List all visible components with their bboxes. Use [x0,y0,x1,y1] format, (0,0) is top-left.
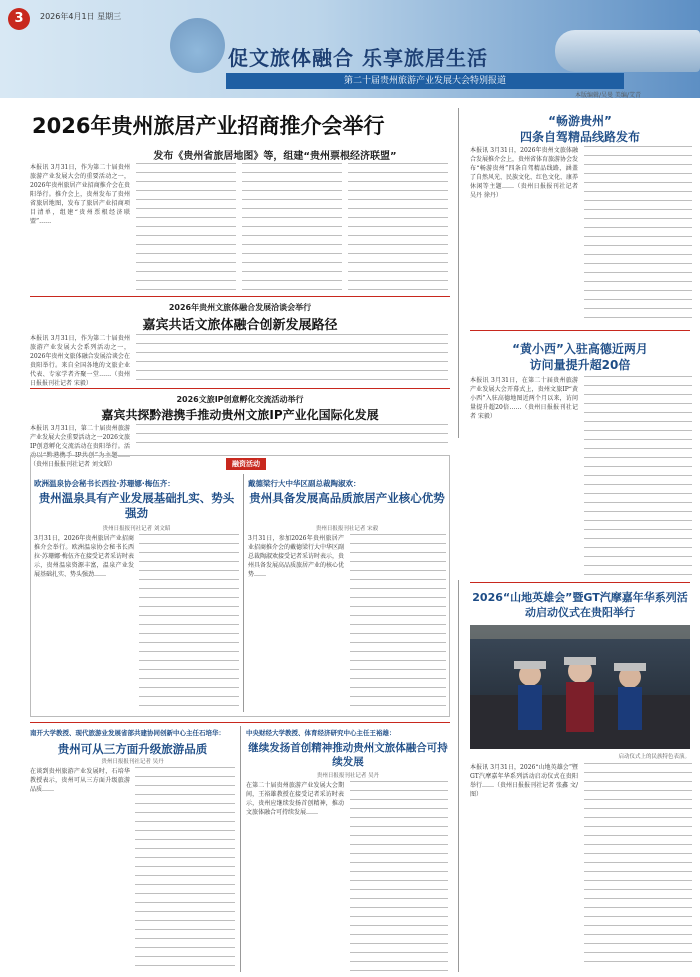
sidebar-mid-kicker: “黄小西”入驻高德近两月 [512,342,648,356]
sidebar-top-headline: 四条自驾精品线路发布 [519,130,640,144]
lead-body-col3 [242,163,342,291]
bottom-left-headline: 贵州可从三方面升级旅游品质 [57,742,208,756]
lead-body-col1: 本报讯 3月31日，作为第二十届贵州旅游产业发展大会的重要活动之一，2026年贵州旅居产业招商推介会在贵阳举行。推介会上，贵州发布了贵州省旅居地图，发布了旅居产业招商项目清单，组建“贵州票根经济联盟”…… [30,164,130,225]
column-divider [243,474,244,712]
sidebar-mid-headline: 访问量提升超20倍 [529,358,631,372]
photo-story-headline: 2026“山地英雄会”暨GT汽摩嘉年华系列活动启动仪式在贵阳举行 [472,591,688,619]
bottom-mid-headline: 继续发扬首创精神推动贵州文旅体融合可持续发展 [248,742,448,768]
sec2-headline: 嘉宾共话文旅体融合创新发展路径 [142,318,338,333]
section-rule [30,722,450,723]
event-photo [470,625,690,749]
lead-body-col2 [136,163,236,291]
bottom-mid-byline: 贵州日报报刊社记者 吴丹 [316,773,380,779]
sidebar-top-body-col2 [584,146,692,326]
bottom-left-body: 在谈到贵州旅游产业发展时，石培华教授表示，贵州可从三方面升级旅游品质…… [30,768,130,793]
sidebar-rule [470,330,690,331]
section-tag: 融资活动 [226,458,266,470]
photo-caption: 启动仪式上的民族特色表演。 [618,754,690,760]
col-mid-kicker: 戴德梁行大中华区副总裁陶淑欢： [248,479,361,488]
section-rule [30,388,450,389]
header-train-graphic [555,30,700,72]
column-divider [240,726,241,972]
lead-headline: 2026年贵州旅居产业招商推介会举行 [32,114,385,138]
sec3-kicker: 2026文旅IP创意孵化交流活动举行 [176,395,304,404]
sec3-body-rest [136,424,448,450]
col-mid-headline: 贵州具备发展高品质旅居产业核心优势 [249,491,445,505]
sec2-body: 本报讯 3月31日，作为第二十届贵州旅游产业发展大会系列活动之一，2026年贵州文旅体融合发展洽谈会在贵阳举行。来自全国各地的文旅企业代表、专家学者齐聚一堂……（贵州日报报刊社记者 宋毅） [30,335,130,387]
lead-subheadline: 发布《贵州省旅居地图》等，组建“贵州票根经济联盟” [153,151,397,162]
bottom-left-kicker: 南开大学教授、现代旅游业发展省部共建协同创新中心主任石培华： [30,729,225,737]
bottom-mid-kicker: 中央财经大学教授、体育经济研究中心主任王裕雄： [246,729,396,737]
col-mid-body-col2 [350,534,446,712]
column-divider [458,108,459,438]
page-subline: 第二十届贵州旅游产业发展大会特别报道 [226,73,624,89]
col-left-body-col2 [139,534,239,712]
col-left-byline: 贵州日报报刊社记者 刘文昭 [102,526,171,532]
section-rule [30,296,450,297]
editor-credit: 本版编辑/吴曼 美编/艾青 [575,92,641,99]
sec2-body-rest [136,334,448,384]
issue-date: 2026年4月1日 星期三 [40,12,122,21]
bottom-mid-body-col2 [350,781,448,972]
col-left-body: 3月31日，2026年贵州旅居产业招商推介会举行。欧洲温泉协会秘书长西拉·苏珊娜·梅伍齐在接受记者采访时表示，贵州温泉资源丰富，温泉产业发展基础扎实、势头强劲…… [34,535,134,578]
col-left-headline: 贵州温泉具有产业发展基础扎实、势头强劲 [38,491,235,520]
col-mid-body: 3月31日，参加2026年贵州旅居产业招商推介会的戴德梁行大中华区副总裁陶淑欢接受记者采访时表示，贵州具备发展高品质旅居产业的核心优势…… [248,535,345,578]
col-mid-byline: 贵州日报报刊社记者 宋毅 [315,526,379,532]
event-photo-image [470,625,690,749]
sidebar-rule [470,582,690,583]
sidebar-top-kicker: “畅游贵州” [548,114,612,128]
col-left-kicker: 欧洲温泉协会秘书长西拉·苏珊娜·梅伍齐： [34,479,175,488]
column-divider [458,580,459,972]
bottom-left-body-col2 [135,767,235,972]
bottom-mid-body: 在第二十届贵州旅游产业发展大会期间，王裕雄教授在接受记者采访时表示，贵州应继续发扬首创精神，推动文旅体融合可持续发展…… [246,782,344,816]
sidebar-mid-body-col2 [584,376,692,576]
sec3-headline: 嘉宾共探黔港携手推动贵州文旅IP产业化国际化发展 [101,408,379,422]
sidebar-top-body: 本报讯 3月31日，2026年贵州文旅体融合发展推介会上，贵州省体育旅游协会发布“畅游贵州”四条自驾精品线路，涵盖了自然风光、民族文化、红色文化、康养休闲等主题……（贵州日报报刊社记者 吴丹 徐丹） [470,147,579,199]
bottom-left-byline: 贵州日报报刊社记者 吴丹 [101,759,164,765]
sec3-body: 本报讯 3月31日，第二十届贵州旅游产业发展大会重要活动之一2026文旅IP创意孵化交流活动在贵阳举行。活动以“黔港携手 IP共创”为主题……（贵州日报报刊社记者 刘文昭） [30,425,130,468]
lead-body-col4 [348,163,448,291]
header-mountain-graphic [170,18,225,73]
photo-story-body: 本报讯 3月31日，2026“山地英雄会”暨GT汽摩嘉年华系列活动启动仪式在贵阳举行……（贵州日报报刊社记者 张鑫 文/图） [470,764,578,798]
page-number: 3 [8,8,30,30]
page-masthead: 促文旅体融合 乐享旅居生活 [228,46,488,70]
photo-story-body-col2 [584,763,692,968]
sec2-kicker: 2026年贵州文旅体融合发展洽谈会举行 [168,303,312,312]
sidebar-mid-body: 本报讯 3月31日，在第二十届贵州旅游产业发展大会开幕式上，贵州文旅IP“黄小西”入驻高德地图近两个月以来，访问量提升超20倍……（贵州日报报刊社记者 宋毅） [470,377,578,420]
